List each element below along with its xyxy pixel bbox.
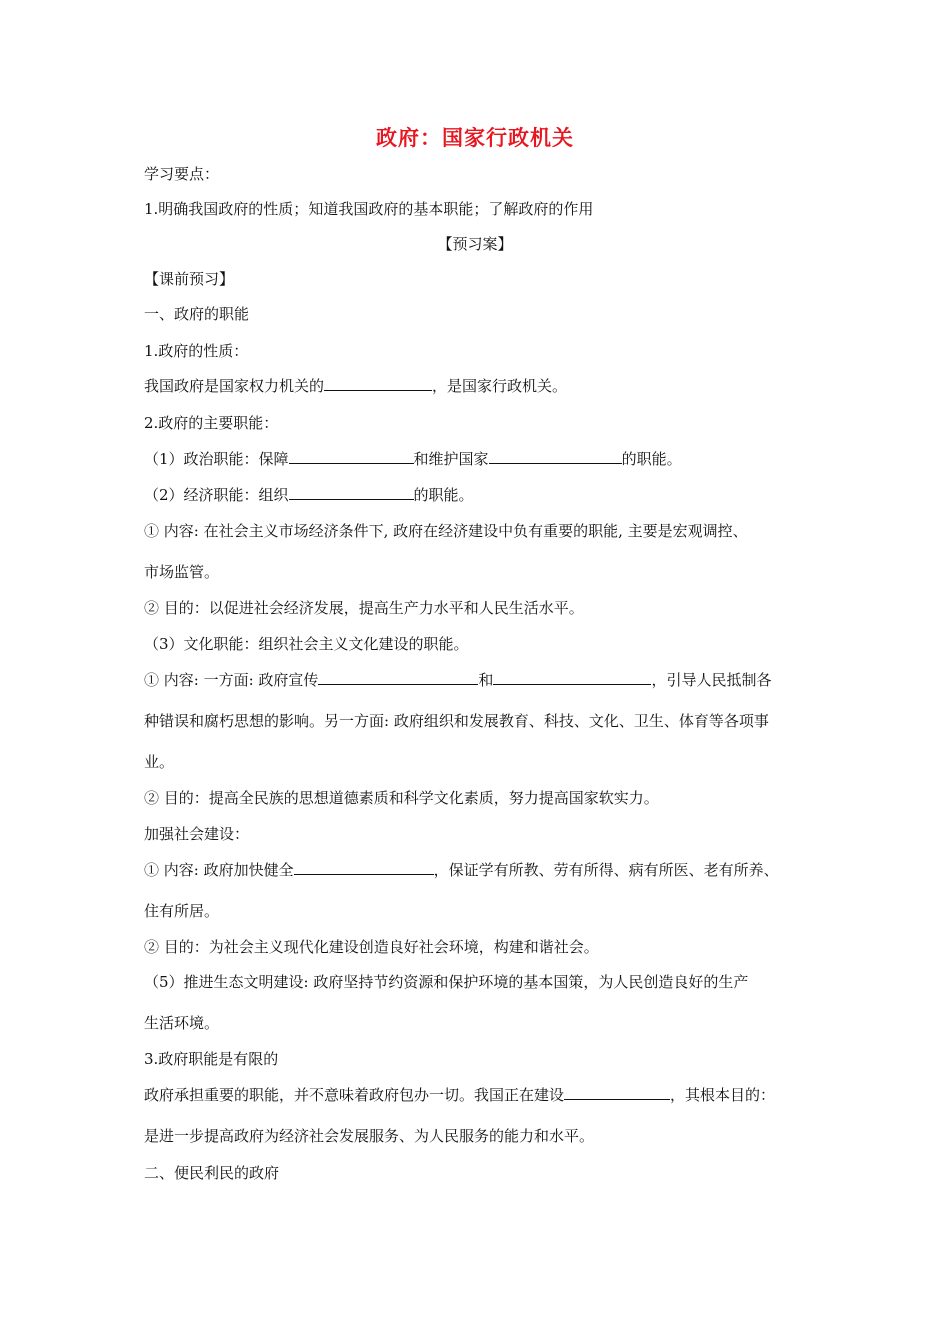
fill-blank[interactable]: [493, 670, 651, 685]
cultural-content-line-3: 业。: [144, 753, 175, 771]
section-1-heading: 一、政府的职能: [144, 305, 250, 323]
economic-text-a: （2）经济职能：组织: [144, 486, 289, 504]
limited-text-a: 政府承担重要的职能，并不意味着政府包办一切。我国正在建设: [144, 1086, 565, 1104]
social-text-b: ，保证学有所教、劳有所得、病有所医、老有所养、: [433, 861, 779, 879]
fill-blank[interactable]: [564, 1085, 670, 1100]
economic-content-line-1: ① 内容: 在社会主义市场经济条件下, 政府在经济建设中负有重要的职能, 主要是宏观调控、: [144, 522, 748, 540]
political-text-a: （1）政治职能：保障: [144, 450, 289, 468]
ecological-line-2: 生活环境。: [144, 1014, 220, 1032]
section-2-heading: 二、便民利民的政府: [144, 1164, 280, 1182]
economic-goal: ② 目的：以促进社会经济发展，提高生产力水平和人民生活水平。: [144, 599, 584, 617]
political-function: [144, 448, 682, 470]
limited-functions-line-1: [144, 1084, 775, 1106]
social-content-line-2: 住有所居。: [144, 902, 220, 920]
nature-text-a: 我国政府是国家权力机关的: [144, 377, 325, 395]
cultural-function: （3）文化职能：组织社会主义文化建设的职能。: [144, 635, 469, 653]
nature-text-b: ，是国家行政机关。: [432, 377, 568, 395]
key-points-heading: 学习要点：: [144, 165, 220, 183]
document-title: 政府：国家行政机关: [376, 126, 574, 150]
subsection-main-functions: 2.政府的主要职能：: [144, 414, 279, 432]
social-text-a: ① 内容: 政府加快健全: [144, 861, 294, 879]
political-text-c: 的职能。: [621, 450, 682, 468]
preview-case-heading: 【预习案】: [437, 235, 513, 253]
political-text-b: 和维护国家: [413, 450, 489, 468]
pre-class-heading: 【课前预习】: [144, 270, 235, 288]
fill-blank[interactable]: [294, 860, 434, 875]
social-construction-heading: 加强社会建设：: [144, 825, 250, 843]
cultural-text-c: ，引导人民抵制各: [651, 671, 772, 689]
cultural-content-line-2: 种错误和腐朽思想的影响。另一方面: 政府组织和发展教育、科技、文化、卫生、体育等各项事: [144, 712, 769, 730]
cultural-goal: ② 目的：提高全民族的思想道德素质和科学文化素质，努力提高国家软实力。: [144, 789, 659, 807]
fill-blank[interactable]: [289, 485, 414, 500]
subsection-government-nature: 1.政府的性质：: [144, 342, 249, 360]
key-point-1: 1.明确我国政府的性质；知道我国政府的基本职能；了解政府的作用: [144, 200, 594, 218]
fill-blank[interactable]: [489, 449, 622, 464]
fill-blank[interactable]: [324, 376, 432, 391]
limited-functions-line-2: 是进一步提高政府为经济社会发展服务、为人民服务的能力和水平。: [144, 1127, 595, 1145]
fill-blank[interactable]: [318, 670, 478, 685]
nature-sentence: [144, 375, 567, 397]
cultural-text-b: 和: [478, 671, 494, 689]
limited-text-b: ，其根本目的：: [670, 1086, 776, 1104]
cultural-content-line-1: [144, 669, 771, 691]
subsection-limited-functions: 3.政府职能是有限的: [144, 1050, 279, 1068]
fill-blank[interactable]: [289, 449, 414, 464]
economic-text-b: 的职能。: [413, 486, 474, 504]
ecological-line-1: （5）推进生态文明建设: 政府坚持节约资源和保护环境的基本国策，为人民创造良好的生产: [144, 973, 749, 991]
social-content-line-1: [144, 859, 779, 881]
social-goal: ② 目的：为社会主义现代化建设创造良好社会环境，构建和谐社会。: [144, 938, 599, 956]
economic-content-line-2: 市场监管。: [144, 563, 220, 581]
economic-function: [144, 484, 474, 506]
cultural-text-a: ① 内容: 一方面: 政府宣传: [144, 671, 319, 689]
